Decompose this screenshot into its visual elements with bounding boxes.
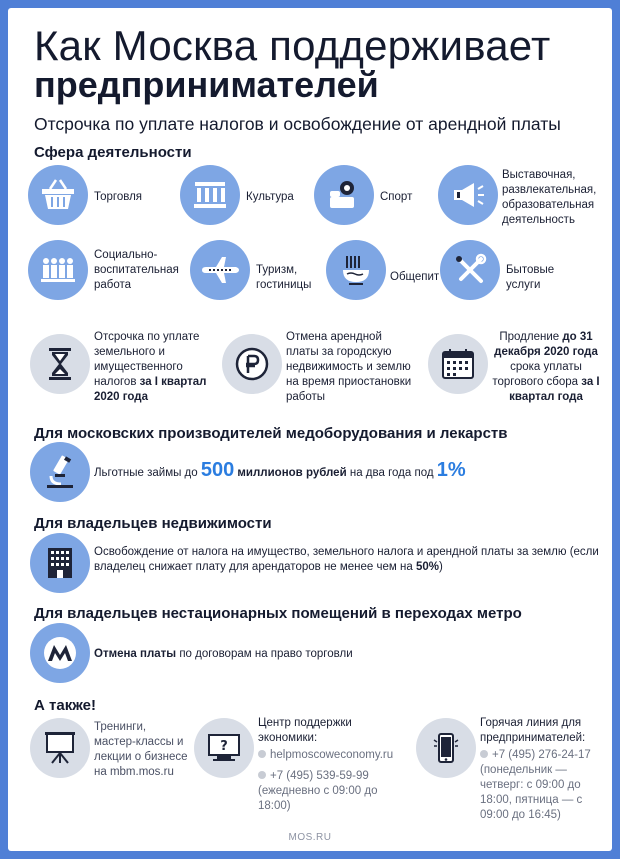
hourglass-icon — [30, 334, 90, 394]
airplane-icon — [190, 240, 250, 300]
calendar-icon — [428, 334, 488, 394]
owners-text — [94, 545, 604, 575]
bullet-dot — [258, 771, 266, 779]
museum-icon — [180, 165, 240, 225]
section-heading-sphere: Сфера деятельности — [34, 144, 192, 161]
measure-trade-fee-period: за I квартал года — [509, 376, 600, 403]
measure-tax-deferral-period: за I квартал 2020 года — [94, 376, 207, 403]
metro-text — [94, 647, 604, 662]
presentation-board-icon — [30, 718, 90, 778]
bullet-dot — [258, 750, 266, 758]
hotline-phone-text: +7 (495) 276-24-17 (понедельник — четверг: с 09:00 до 18:00, пятница — с 09:00 до 16:45) — [480, 749, 591, 821]
page-title-line1: Как Москва поддерживает — [34, 22, 551, 69]
building-icon — [30, 533, 90, 593]
infographic-page — [8, 8, 612, 851]
svg-text:?: ? — [220, 739, 228, 754]
med-loans-rate: 1% — [436, 459, 466, 481]
page-title-line2: предпринимателей — [34, 64, 379, 105]
noodles-icon — [326, 240, 386, 300]
phone-icon — [416, 718, 476, 778]
measure-rent-cancel: Отмена арендной платы за городскую недвижимость и землю на время приостановки работы — [286, 331, 412, 403]
med-loans-text2: на два года под — [346, 467, 437, 479]
sphere-label-household: Бытовые услуги — [506, 264, 555, 291]
support-center-phone-text: +7 (495) 539-59-99 (ежедневно с 09:00 до 18:00) — [258, 770, 378, 812]
sphere-label-exhibition: Выставочная, развлекательная, образовательная деятельность — [502, 169, 597, 226]
sport-icon — [314, 165, 374, 225]
ruble-icon — [222, 334, 282, 394]
sphere-label-tourism: Туризм, гостиницы — [256, 264, 312, 291]
med-loans-text1: Льготные займы до — [94, 467, 201, 479]
owners-percent: 50% — [415, 561, 439, 573]
measure-trade-fee — [490, 330, 602, 405]
sphere-label-trade: Торговля — [94, 191, 143, 203]
sphere-label-catering: Общепит — [390, 271, 440, 283]
support-chat-icon — [194, 718, 254, 778]
people-icon — [28, 240, 88, 300]
med-loans-text — [94, 459, 604, 481]
basket-icon — [28, 165, 88, 225]
measure-trade-fee-text1: Продление — [499, 331, 563, 343]
section-heading-metro: Для владельцев нестационарных помещений в переходах метро — [34, 605, 522, 622]
sphere-label-social: Социально-воспитательная работа — [94, 249, 179, 291]
med-loans-unit: миллионов рублей — [234, 467, 347, 479]
hotline-title: Горячая линия для предпринимателей: — [480, 717, 586, 744]
tools-icon — [440, 240, 500, 300]
section-heading-owners: Для владельцев недвижимости — [34, 515, 272, 532]
support-center-site[interactable] — [258, 748, 394, 763]
bullet-dot — [480, 750, 488, 758]
metro-text-rest: по договорам на право торговли — [176, 648, 353, 660]
sphere-label-sport: Спорт — [380, 191, 413, 203]
measure-trade-fee-date: до 31 декабря 2020 года — [494, 331, 598, 358]
loudspeaker-icon — [438, 165, 498, 225]
microscope-icon — [30, 442, 90, 502]
measure-tax-deferral — [94, 330, 216, 405]
metro-icon — [30, 623, 90, 683]
owners-text1: Освобождение от налога на имущество, земельного налога и арендной платы за землю (если владелец снижает плату для арендаторов не менее чем на — [94, 546, 599, 573]
hotline-phone — [480, 748, 600, 823]
page-subtitle: Отсрочка по уплате налогов и освобождение от арендной платы — [34, 114, 561, 134]
footer-mos-ru: MOS.RU — [288, 832, 332, 843]
support-center-title: Центр поддержки экономики: — [258, 717, 352, 744]
section-heading-med: Для московских производителей медоборудования и лекарств — [34, 425, 508, 442]
measure-trade-fee-text2: срока уплаты торгового сбора — [492, 361, 582, 388]
training-text: Тренинги, мастер-классы и лекции о бизнесе на mbm.mos.ru — [94, 721, 188, 778]
med-loans-amount: 500 — [200, 459, 235, 481]
metro-text-bold: Отмена платы — [94, 648, 177, 660]
sphere-label-culture: Культура — [246, 191, 294, 203]
measure-tax-deferral-text: Отсрочка по уплате земельного и имущественного налогов — [94, 331, 200, 388]
owners-text2: ) — [438, 561, 443, 573]
support-center-site-link[interactable]: helpmoscoweconomy.ru — [270, 749, 394, 761]
section-heading-also: А также! — [34, 697, 96, 714]
support-center-phone — [258, 769, 382, 814]
